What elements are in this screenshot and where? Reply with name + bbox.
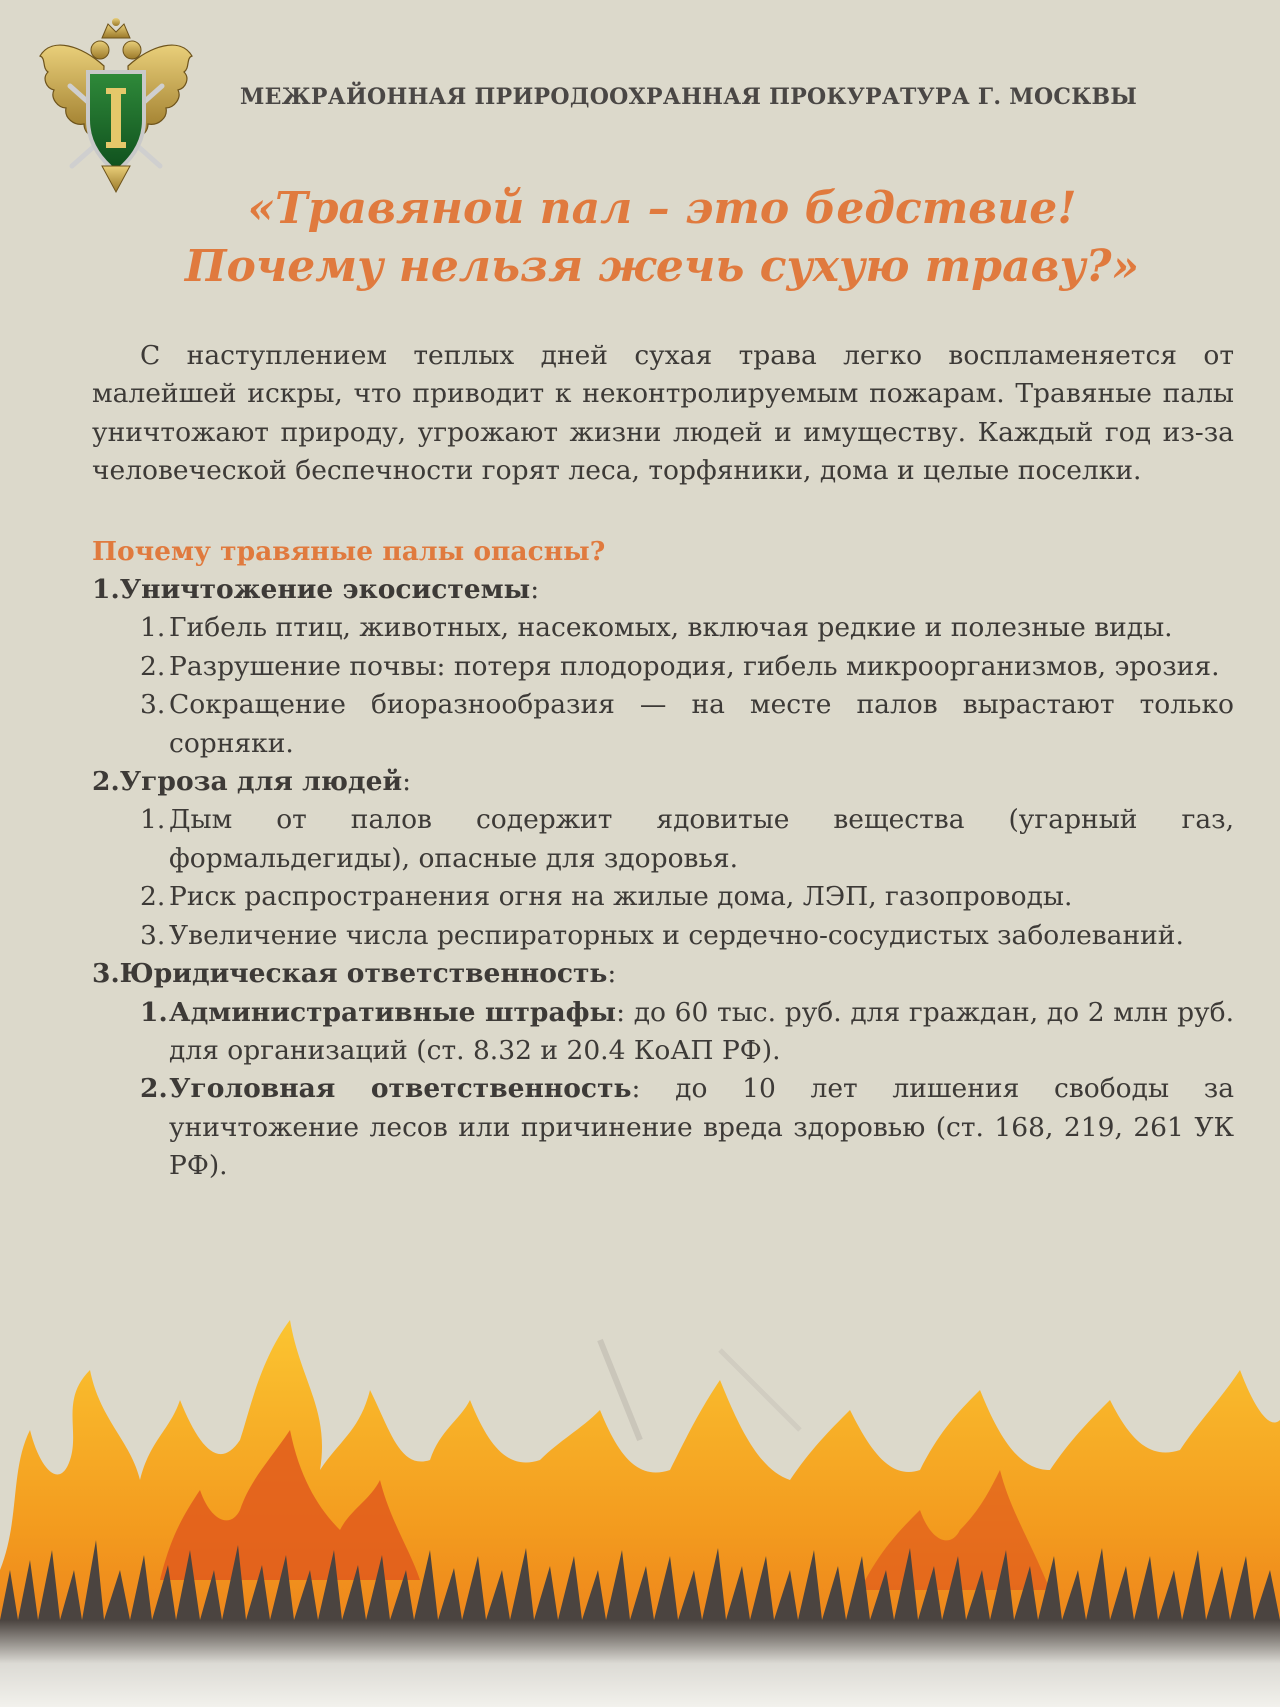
title-line-2: Почему нельзя жечь сухую траву?» bbox=[184, 241, 1140, 292]
item-number: 3. bbox=[140, 689, 166, 721]
section-list bbox=[92, 994, 1234, 1186]
title-line-1: «Травяной пал – это бедствие! bbox=[247, 183, 1077, 234]
section-title-text: Уничтожение экосистемы bbox=[119, 574, 531, 606]
item-lead: Административные штрафы bbox=[169, 996, 617, 1028]
section-number: 2. bbox=[92, 766, 120, 798]
item-text: Риск распространения огня на жилые дома, ЛЭП, газопроводы. bbox=[169, 881, 1073, 913]
item-number: 1. bbox=[140, 612, 166, 644]
section-people-threat bbox=[92, 763, 1234, 955]
item-text: Гибель птиц, животных, насекомых, включая редкие и полезные виды. bbox=[169, 612, 1173, 644]
prosecutor-eagle-emblem-icon bbox=[32, 16, 200, 196]
page-title bbox=[0, 180, 1280, 296]
section-number: 1. bbox=[92, 574, 120, 606]
list-item bbox=[92, 878, 1234, 916]
list-item bbox=[92, 917, 1234, 955]
list-item bbox=[92, 648, 1234, 686]
list-item bbox=[92, 609, 1234, 647]
grass-fire-illustration-icon bbox=[0, 1320, 1280, 1707]
item-text: : до 60 тыс. руб. для граждан, до 2 млн руб. для организаций (ст. 8.32 и 20.4 КоАП РФ). bbox=[169, 996, 1235, 1066]
item-text: Дым от палов содержит ядовитые вещества (угарный газ, формальдегиды), опасные для здоровья. bbox=[169, 804, 1234, 874]
list-item bbox=[92, 994, 1234, 1071]
section-legal-liability bbox=[92, 955, 1234, 1185]
section-number: 3. bbox=[92, 958, 120, 990]
list-item bbox=[92, 801, 1234, 878]
section-colon: : bbox=[607, 958, 617, 990]
item-text: Сокращение биоразнообразия — на месте палов вырастают только сорняки. bbox=[169, 689, 1234, 759]
main-content bbox=[92, 337, 1234, 1186]
item-number: 1. bbox=[140, 804, 166, 836]
item-text: : до 10 лет лишения свободы за уничтожение лесов или причинение вреда здоровью (ст. 168, 219, 261 УК РФ). bbox=[169, 1073, 1234, 1182]
item-text: Увеличение числа респираторных и сердечно-сосудистых заболеваний. bbox=[169, 919, 1184, 951]
item-number: 1. bbox=[140, 996, 168, 1028]
item-number: 2. bbox=[140, 650, 166, 682]
section-list bbox=[92, 609, 1234, 763]
section-colon: : bbox=[530, 574, 540, 606]
dangers-heading: Почему травяные палы опасны? bbox=[92, 535, 606, 567]
item-number: 3. bbox=[140, 919, 166, 951]
item-lead: Уголовная ответственность bbox=[169, 1073, 632, 1105]
organization-name: МЕЖРАЙОННАЯ ПРИРОДООХРАННАЯ ПРОКУРАТУРА Г. МОСКВЫ bbox=[240, 84, 1138, 110]
item-number: 2. bbox=[140, 1073, 168, 1105]
list-item bbox=[92, 1070, 1234, 1185]
intro-paragraph: С наступлением теплых дней сухая трава легко воспламеняется от малейшей искры, что приводит к неконтролируемым пожарам. Травяные палы уничтожают природу, угрожают жизни людей и имуществу. Каждый год из-за человеческой беспечности горят леса, торфяники, дома и целые поселки. bbox=[92, 340, 1234, 487]
item-number: 2. bbox=[140, 881, 166, 913]
section-title-text: Юридическая ответственность bbox=[119, 958, 608, 990]
section-title-text: Угроза для людей bbox=[119, 766, 403, 798]
section-colon: : bbox=[402, 766, 412, 798]
section-title bbox=[92, 763, 1234, 801]
list-item bbox=[92, 686, 1234, 763]
item-text: Разрушение почвы: потеря плодородия, гибель микроорганизмов, эрозия. bbox=[169, 650, 1220, 682]
section-list bbox=[92, 801, 1234, 955]
section-title bbox=[92, 955, 1234, 993]
section-ecosystem bbox=[92, 571, 1234, 763]
section-title bbox=[92, 571, 1234, 609]
